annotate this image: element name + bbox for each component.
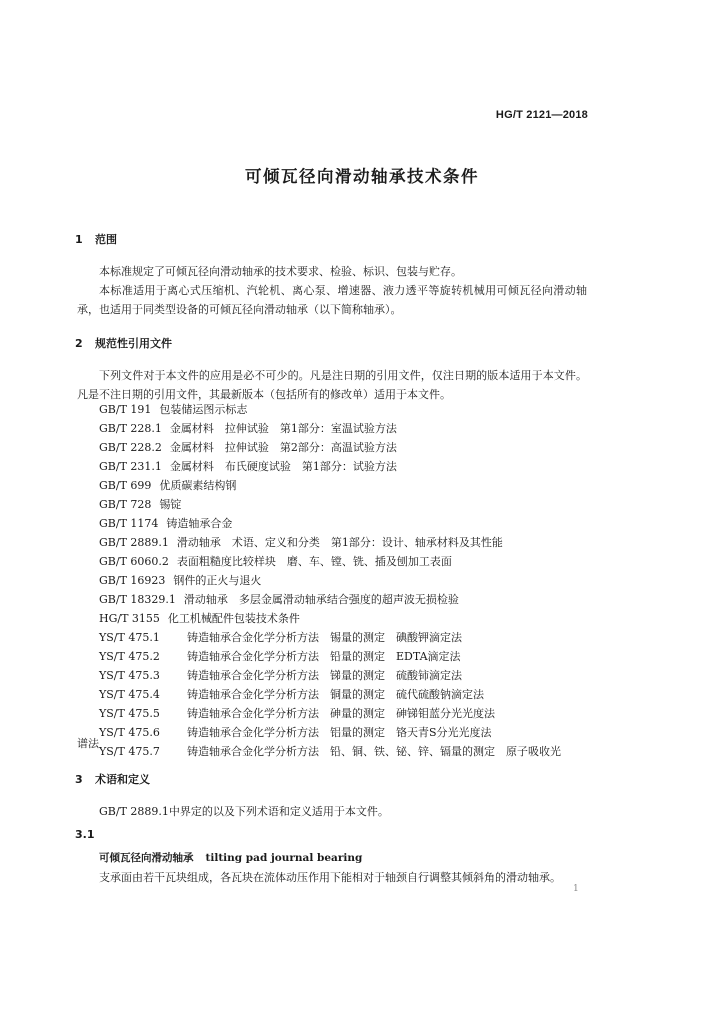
section-title: 规范性引用文件: [95, 337, 172, 350]
section-title: 术语和定义: [95, 773, 150, 786]
reference-item: YS/T 475.3 铸造轴承合金化学分析方法 锑量的测定 硫酸铈滴定法: [99, 669, 462, 682]
reference-item: GB/T 228.2 金属材料 拉伸试验 第2部分：高温试验方法: [99, 441, 397, 454]
reference-item: YS/T 475.4 铸造轴承合金化学分析方法 铜量的测定 硫代硫酸钠滴定法: [99, 688, 484, 701]
reference-item: GB/T 231.1 金属材料 布氏硬度试验 第1部分：试验方法: [99, 460, 397, 473]
section-3-heading: [75, 771, 150, 787]
section-2-intro: 下列文件对于本文件的应用是必不可少的。凡是注日期的引用文件，仅注日期的版本适用于本文件。凡是不注日期的引用文件，其最新版本（包括所有的修改单）适用于本文件。: [77, 369, 587, 401]
reference-item: GB/T 6060.2 表面粗糙度比较样块 磨、车、镗、铣、插及刨加工表面: [99, 555, 452, 568]
reference-item: YS/T 475.1 铸造轴承合金化学分析方法 锡量的测定 碘酸钾滴定法: [99, 631, 462, 644]
section-number: 1: [75, 233, 83, 246]
section-1-paragraph-2: 本标准适用于离心式压缩机、汽轮机、离心泵、增速器、液力透平等旋转机械用可倾瓦径向滑动轴承，也适用于同类型设备的可倾瓦径向滑动轴承（以下简称轴承）。: [77, 284, 587, 316]
reference-item: YS/T 475.5 铸造轴承合金化学分析方法 砷量的测定 砷锑钼蓝分光光度法: [99, 707, 495, 720]
reference-item: GB/T 728 锡锭: [99, 498, 182, 511]
reference-item: GB/T 16923 钢件的正火与退火: [99, 574, 262, 587]
standard-code: HG/T 2121—2018: [495, 109, 588, 121]
reference-item: GB/T 18329.1 滑动轴承 多层金属滑动轴承结合强度的超声波无损检验: [99, 593, 459, 606]
reference-item: YS/T 475.6 铸造轴承合金化学分析方法 铝量的测定 铬天青S分光光度法: [99, 726, 492, 739]
section-3-intro: GB/T 2889.1中界定的以及下列术语和定义适用于本文件。: [99, 805, 389, 818]
section-number: 2: [75, 337, 83, 350]
reference-item: GB/T 191 包装储运图示标志: [99, 403, 248, 416]
section-1-heading: [75, 231, 117, 247]
reference-item: GB/T 1174 铸造轴承合金: [99, 517, 233, 530]
reference-list: [99, 400, 561, 761]
term-name: [99, 850, 362, 865]
term-definition: 支承面由若干瓦块组成，各瓦块在流体动压作用下能相对于轴颈自行调整其倾斜角的滑动轴承。: [99, 871, 561, 884]
term-number: 3.1: [75, 828, 95, 841]
section-1-paragraph-1: 本标准规定了可倾瓦径向滑动轴承的技术要求、检验、标识、包装与贮存。: [99, 265, 462, 278]
section-title: 范围: [95, 233, 117, 246]
reference-item: GB/T 2889.1 滑动轴承 术语、定义和分类 第1部分：设计、轴承材料及其性能: [99, 536, 503, 549]
reference-item: GB/T 228.1 金属材料 拉伸试验 第1部分：室温试验方法: [99, 422, 397, 435]
reference-continuation: 谱法: [77, 737, 99, 750]
document-title: 可倾瓦径向滑动轴承技术条件: [245, 167, 479, 186]
reference-item: YS/T 475.2 铸造轴承合金化学分析方法 铅量的测定 EDTA滴定法: [99, 650, 461, 663]
term-name-cn: 可倾瓦径向滑动轴承: [99, 852, 194, 864]
section-number: 3: [75, 773, 83, 786]
reference-item: GB/T 699 优质碳素结构钢: [99, 479, 237, 492]
term-name-en: tilting pad journal bearing: [205, 852, 363, 864]
reference-item: YS/T 475.7 铸造轴承合金化学分析方法 铅、铜、铁、铋、锌、镉量的测定 原子吸收光: [99, 745, 561, 758]
reference-item: HG/T 3155 化工机械配件包装技术条件: [99, 612, 300, 625]
section-2-heading: [75, 335, 172, 351]
page-number: 1: [573, 884, 579, 894]
